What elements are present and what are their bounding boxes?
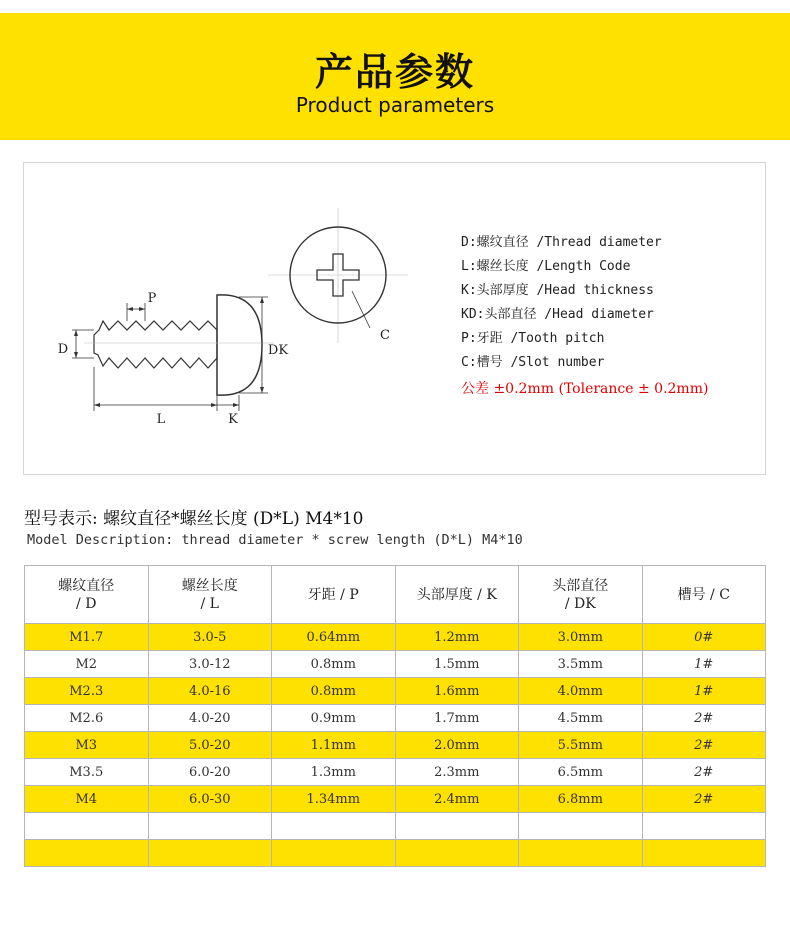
table-row (25, 840, 766, 867)
header-text: 头部直径 (552, 577, 609, 594)
screw-head-shape (217, 295, 262, 395)
table-cell: M4 (25, 786, 149, 813)
table-header-row (25, 566, 766, 624)
table-row (25, 705, 766, 732)
legend-slot-number: C:槽号 /Slot number (461, 355, 605, 370)
table-cell (25, 813, 149, 840)
table-cell: 0.9mm (272, 705, 396, 732)
label-d: D (57, 342, 69, 357)
header-screw-length (148, 566, 272, 624)
legend-thread-diameter: D:螺纹直径 /Thread diameter (461, 235, 662, 250)
header-tooth-pitch: 牙距 / P (272, 566, 396, 624)
table-cell: 3.0-5 (148, 624, 272, 651)
table-cell: M2.3 (25, 678, 149, 705)
table-row (25, 759, 766, 786)
table-cell: 6.8mm (519, 786, 643, 813)
table-cell: M1.7 (25, 624, 149, 651)
parameters-table (24, 565, 766, 867)
tolerance-note: 公差 ±0.2mm (Tolerance ± 0.2mm) (461, 381, 709, 397)
table-cell: M2 (25, 651, 149, 678)
table-cell: 1.3mm (272, 759, 396, 786)
table-cell: 2.4mm (395, 786, 519, 813)
table-cell: 1.2mm (395, 624, 519, 651)
page-subtitle: Product parameters (295, 93, 495, 117)
header-text: / L (200, 595, 219, 612)
label-p: P (147, 291, 157, 306)
table-cell (148, 840, 272, 867)
table-cell: 1.6mm (395, 678, 519, 705)
legend-length-code: L:螺丝长度 /Length Code (461, 259, 631, 274)
slot-leader-line (352, 291, 370, 328)
table-cell: 0# (642, 624, 766, 651)
table-cell: M3.5 (25, 759, 149, 786)
p-arrow-left (127, 307, 133, 311)
table-row (25, 786, 766, 813)
table-cell: 1.5mm (395, 651, 519, 678)
table-cell: 1.1mm (272, 732, 396, 759)
table-cell (395, 840, 519, 867)
table-body (25, 624, 766, 867)
dk-arrow-top (260, 297, 264, 303)
table-cell (148, 813, 272, 840)
table-cell: 2.0mm (395, 732, 519, 759)
table-cell: 0.8mm (272, 651, 396, 678)
header-text: 螺丝长度 (181, 577, 238, 594)
table-cell: 1.34mm (272, 786, 396, 813)
table-cell: 0.64mm (272, 624, 396, 651)
table-cell: 6.0-30 (148, 786, 272, 813)
table-cell: 3.5mm (519, 651, 643, 678)
table-row (25, 813, 766, 840)
table-cell: 1.7mm (395, 705, 519, 732)
table-cell: 2.3mm (395, 759, 519, 786)
table-cell: 0.8mm (272, 678, 396, 705)
header-text: / DK (564, 595, 596, 612)
header-text: / D (76, 595, 97, 612)
table-cell: 2# (642, 759, 766, 786)
l-arrow-right (211, 403, 217, 407)
table-row (25, 732, 766, 759)
table-cell: 4.5mm (519, 705, 643, 732)
l-arrow-left (94, 403, 100, 407)
k-arrow-right (233, 403, 239, 407)
table-cell: 3.0-12 (148, 651, 272, 678)
header-slot-number: 槽号 / C (642, 566, 766, 624)
table-cell (272, 840, 396, 867)
table-cell: 4.0mm (519, 678, 643, 705)
header-head-diameter (519, 566, 643, 624)
table-cell: M3 (25, 732, 149, 759)
table-cell: 2# (642, 732, 766, 759)
table-cell: 5.5mm (519, 732, 643, 759)
table-cell: 6.0-20 (148, 759, 272, 786)
header-thread-diameter (25, 566, 149, 624)
legend-head-thickness: K:头部厚度 /Head thickness (461, 283, 654, 298)
table-cell: 3.0mm (519, 624, 643, 651)
parameter-legend (461, 231, 708, 401)
table-cell (25, 840, 149, 867)
table-cell (395, 813, 519, 840)
table-cell (272, 813, 396, 840)
label-l: L (156, 412, 166, 427)
table-cell: 5.0-20 (148, 732, 272, 759)
table-cell (642, 813, 766, 840)
header-banner (0, 13, 790, 140)
table-cell: 4.0-20 (148, 705, 272, 732)
screw-diagram-panel (23, 162, 766, 475)
table-cell (519, 840, 643, 867)
d-arrow-bottom (74, 352, 78, 358)
label-dk: DK (267, 343, 289, 358)
table-cell: 1# (642, 678, 766, 705)
p-arrow-right (139, 307, 145, 311)
label-c: C (380, 328, 390, 343)
model-description-cn: 型号表示: 螺纹直径*螺丝长度 (D*L) M4*10 (24, 509, 364, 529)
legend-head-diameter: KD:头部直径 /Head diameter (461, 307, 654, 322)
page-title: 产品参数 (314, 50, 475, 94)
table-cell: M2.6 (25, 705, 149, 732)
legend-tooth-pitch: P:牙距 /Tooth pitch (461, 331, 605, 346)
screw-thread-shape (94, 321, 217, 368)
table-cell: 6.5mm (519, 759, 643, 786)
dk-arrow-bottom (260, 387, 264, 393)
model-description-en: Model Description: thread diameter * screw length (D*L) M4*10 (27, 532, 523, 548)
table-cell (642, 840, 766, 867)
d-arrow-top (74, 330, 78, 336)
table-cell: 2# (642, 786, 766, 813)
table-cell: 4.0-16 (148, 678, 272, 705)
table-row (25, 624, 766, 651)
table-cell: 1# (642, 651, 766, 678)
table-row (25, 678, 766, 705)
header-text: 螺纹直径 (58, 577, 115, 594)
table-row (25, 651, 766, 678)
label-k: K (228, 412, 238, 427)
header-head-thickness: 头部厚度 / K (395, 566, 519, 624)
table-cell (519, 813, 643, 840)
table-cell: 2# (642, 705, 766, 732)
